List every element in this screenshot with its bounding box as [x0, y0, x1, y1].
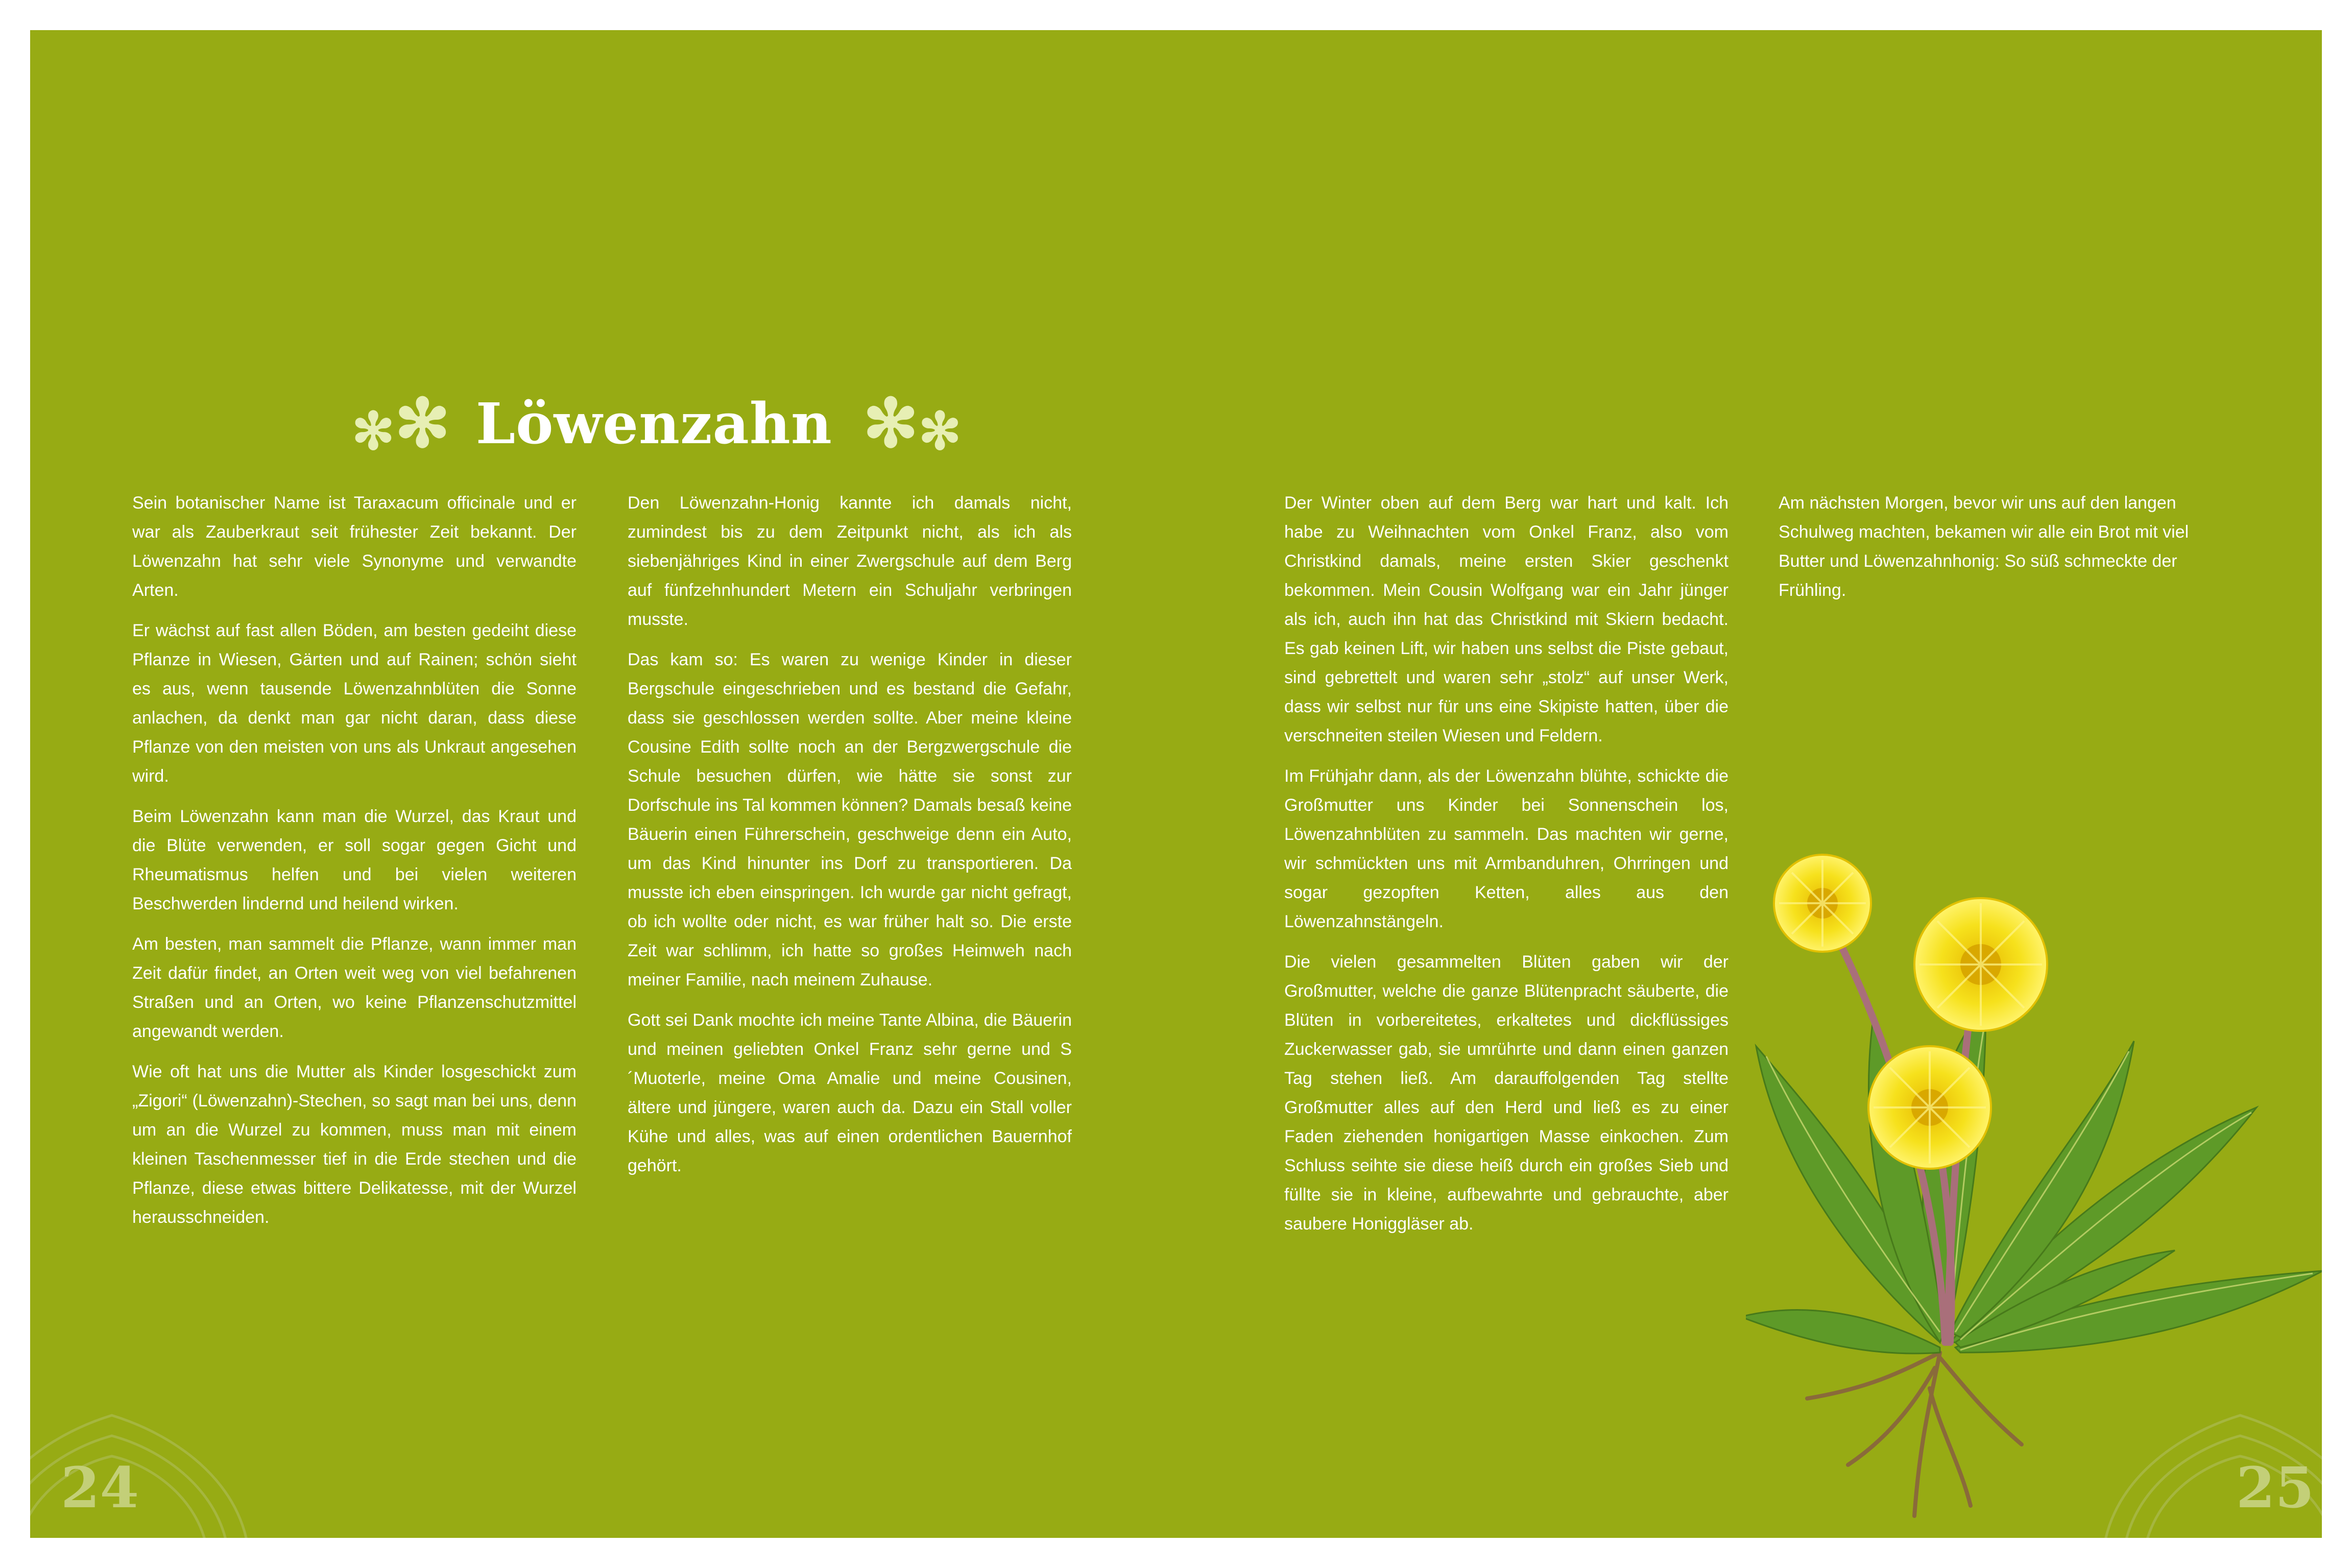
- text-column-4: [1779, 489, 2223, 616]
- paragraph: Am besten, man sammelt die Pflanze, wann immer man Zeit dafür findet, an Orten weit weg von viel befahrenen Straßen und an Orten, wo keine Pflanzenschutzmittel angewandt werden.: [132, 934, 577, 1041]
- page-number-left: 24: [61, 1455, 139, 1521]
- text-column-1: [132, 489, 577, 1243]
- paragraph: Den Löwenzahn-Honig kannte ich damals nicht, zumindest bis zu dem Zeitpunkt nicht, als ich als siebenjähriges Kind in einer Zwergschule auf dem Berg auf fünfzehnhundert Metern ein Schuljahr verbringen musste.: [628, 493, 1072, 629]
- asterisk-ornament-left-icon: ✻ ✻: [352, 384, 450, 462]
- chapter-heading: [352, 377, 962, 469]
- paragraph: Wie oft hat uns die Mutter als Kinder losgeschickt zum „Zigori“ (Löwenzahn)-Stechen, so sagt man bei uns, denn um an die Wurzel zu kommen, muss man mit einem kleinen Taschenmesser tief in die Erde stechen und die Pflanze, diese etwas bittere Delikatesse, mit der Wurzel herausschneiden.: [132, 1062, 577, 1227]
- page-number-right: 25: [2236, 1455, 2315, 1521]
- paragraph: Gott sei Dank mochte ich meine Tante Albina, die Bäuerin und meinen geliebten Onkel Franz sehr gerne und S´Muoterle, meine Oma Amalie und meine Cousinen, ältere und jüngere, waren auch da. Dazu ein Stall voller Kühe und alles, was auf einen ordentlichen Bauernhof gehört.: [628, 1010, 1072, 1175]
- paragraph: Beim Löwenzahn kann man die Wurzel, das Kraut und die Blüte verwenden, er soll sogar gegen Gicht und Rheumatismus helfen und bei vielen weiteren Beschwerden lindernd und heilend wirken.: [132, 807, 577, 913]
- text-column-3: [1284, 489, 1729, 1250]
- paragraph: Am nächsten Morgen, bevor wir uns auf den langen Schulweg machten, bekamen wir alle ein Brot mit viel Butter und Löwenzahnhonig: So süß schmeckte der Frühling.: [1779, 493, 2189, 600]
- dandelion-plant-icon: [1746, 801, 2322, 1536]
- paragraph: Der Winter oben auf dem Berg war hart und kalt. Ich habe zu Weihnachten vom Onkel Franz, also vom Christkind damals, meine ersten Skier geschenkt bekommen. Mein Cousin Wolfgang war ein Jahr jünger als ich, auch ihn hat das Christkind mit Skiern bedacht. Es gab keinen Lift, wir haben uns selbst die Piste gebaut, sind gebrettelt und waren sehr „stolz“ auf unser Werk, dass wir selbst nur für uns eine Skipiste hatten, über die verschneiten steilen Wiesen und Feldern.: [1284, 493, 1729, 745]
- paragraph: Im Frühjahr dann, als der Löwenzahn blühte, schickte die Großmutter uns Kinder bei Sonnenschein los, Löwenzahnblüten zu sammeln. Das machten wir gerne, wir schmückten uns mit Armbanduhren, Ohrringen und sogar gezopften Ketten, alles aus den Löwenzahnstängeln.: [1284, 766, 1729, 931]
- paragraph: Die vielen gesammelten Blüten gaben wir der Großmutter, welche die ganze Blütenpracht säuberte, die Blüten in vorbereitetes, erkaltetes und dickflüssiges Zuckerwasser gab, sie umrührte und dann einen ganzen Tag stehen ließ. Am darauffolgenden Tag stellte Großmutter alles auf den Herd und ließ es zu einer Faden ziehenden honigartigen Masse einkochen. Zum Schluss seihte sie diese heiß durch ein großes Sieb und füllte sie in kleine, aufbewahrte und gebrauchte, aber saubere Honiggläser ab.: [1284, 952, 1729, 1234]
- paragraph: Das kam so: Es waren zu wenige Kinder in dieser Bergschule eingeschrieben und es bestand die Gefahr, dass sie geschlossen werden sollte. Aber meine kleine Cousine Edith sollte noch an der Bergzwergschule die Schule besuchen dürfen, wie hätte sie sonst zur Dorfschule ins Tal kommen können? Damals besaß keine Bäuerin einen Führerschein, geschweige denn ein Auto, um das Kind hinunter ins Dorf zu transportieren. Da musste ich eben einspringen. Ich wurde gar nicht gefragt, ob ich wollte oder nicht, es war früher halt so. Die erste Zeit war schlimm, ich hatte so großes Heimweh nach meiner Familie, nach meinem Zuhause.: [628, 650, 1072, 990]
- page-title: Löwenzahn: [475, 390, 832, 456]
- asterisk-ornament-right-icon: ✻ ✻: [862, 384, 962, 462]
- text-column-2: [628, 489, 1072, 1192]
- paragraph: Er wächst auf fast allen Böden, am besten gedeiht diese Pflanze in Wiesen, Gärten und auf Rainen; schön sieht es aus, wenn tausende Löwenzahnblüten die Sonne anlachen, da denkt man gar nicht daran, dass diese Pflanze von den meisten von uns als Unkraut angesehen wird.: [132, 621, 577, 786]
- paragraph: Sein botanischer Name ist Taraxacum officinale und er war als Zauberkraut seit frühester Zeit bekannt. Der Löwenzahn hat sehr viele Synonyme und verwandte Arten.: [132, 493, 577, 600]
- book-spread: [30, 30, 2322, 1538]
